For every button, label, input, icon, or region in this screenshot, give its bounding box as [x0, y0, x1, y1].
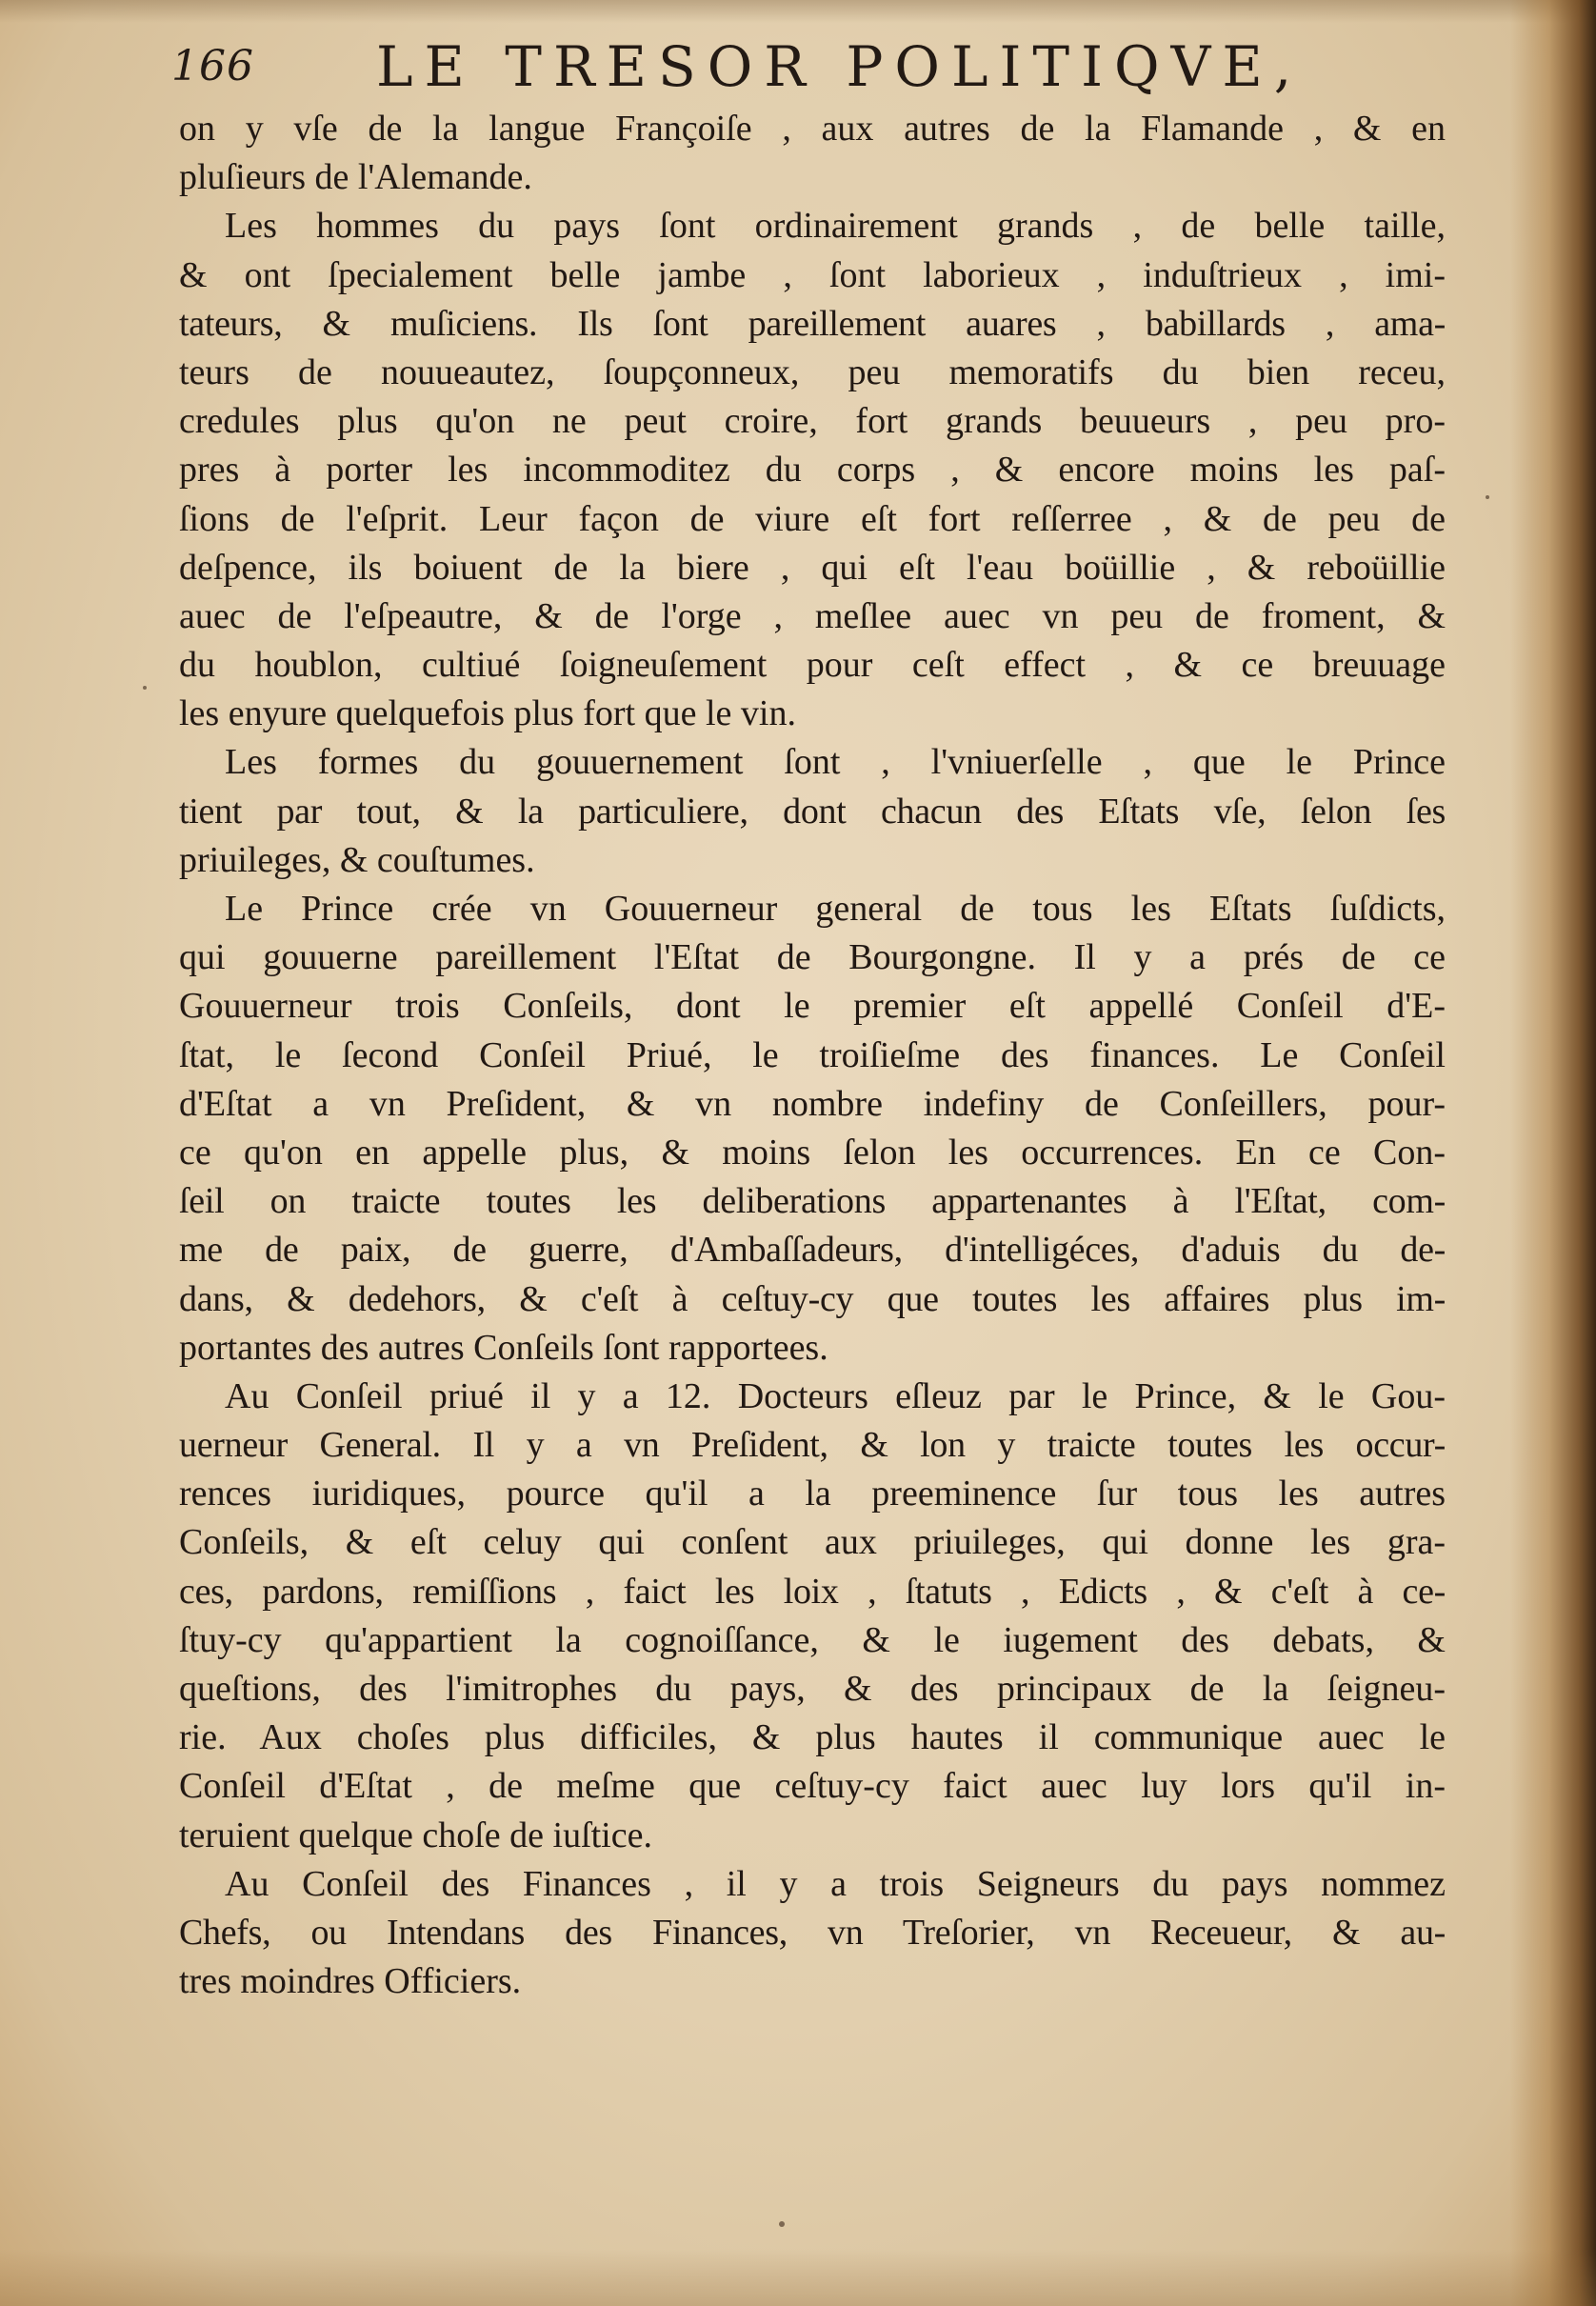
text-line: portantes des autres Conſeils ſont rapportees. [179, 1327, 828, 1368]
running-header [171, 25, 1447, 110]
ink-speck [143, 686, 147, 690]
text-line: d'Eſtat a vn Preſident, & vn nombre indefiny de Conſeillers, pour- [179, 1083, 1446, 1124]
text-line: uerneur General. Il y a vn Preſident, & lon y traicte toutes les occur- [179, 1425, 1446, 1466]
text-line: Conſeils, & eſt celuy qui conſent aux priuileges, qui donne les gra- [179, 1522, 1446, 1563]
text-line: Au Conſeil des Finances , il y a trois Seigneurs du pays nommez [225, 1863, 1446, 1904]
page-top-edge [0, 0, 1596, 23]
text-line: ſions de l'eſprit. Leur façon de viure eſt fort reſſerree , & de peu de [179, 498, 1446, 539]
text-line: tateurs, & muſiciens. Ils ſont pareillement auares , babillards , ama- [179, 303, 1446, 344]
text-line: les enyure quelquefois plus fort que le vin. [179, 693, 796, 734]
text-line: dans, & dedehors, & c'eſt à ceſtuy-cy que toutes les affaires plus im- [179, 1278, 1446, 1319]
text-line: auec de l'eſpeautre, & de l'orge , meſlee auec vn peu de froment, & [179, 595, 1446, 636]
text-line: Au Conſeil priué il y a 12. Docteurs eſleuz par le Prince, & le Gou- [225, 1375, 1446, 1416]
text-line: tres moindres Officiers. [179, 1961, 522, 2002]
text-line: me de paix, de guerre, d'Ambaſſadeurs, d'intelligéces, d'aduis du de- [179, 1230, 1446, 1271]
page-bottom-edge [0, 2249, 1596, 2306]
text-line: Gouuerneur trois Conſeils, dont le premier eſt appellé Conſeil d'E- [179, 986, 1446, 1027]
text-line: ces, pardons, remiſſions , faict les loix , ſtatuts , Edicts , & c'eſt à ce- [179, 1571, 1446, 1612]
page-number: 166 [171, 42, 254, 90]
text-line: Conſeil d'Eſtat , de meſme que ceſtuy-cy faict auec luy lors qu'il in- [179, 1766, 1446, 1807]
text-line: credules plus qu'on ne peut croire, fort grands beuueurs , peu pro- [179, 401, 1446, 442]
text-line: Les formes du gouuernement ſont , l'vniuerſelle , que le Prince [225, 742, 1446, 783]
text-line: ſtuy-cy qu'appartient la cognoiſſance, & le iugement des debats, & [179, 1619, 1446, 1660]
text-line: pres à porter les incommoditez du corps , & encore moins les paſ- [179, 450, 1446, 491]
text-line: queſtions, des l'imitrophes du pays, & des principaux de la ſeigneu- [179, 1669, 1446, 1709]
text-line: priuileges, & couſtumes. [179, 839, 535, 880]
text-line: rences iuridiques, pource qu'il a la preeminence ſur tous les autres [179, 1474, 1446, 1514]
text-line: ſeil on traicte toutes les deliberations appartenantes à l'Eſtat, com- [179, 1181, 1446, 1222]
text-line: teurs de nouueautez, ſoupçonneux, peu memoratifs du bien receu, [179, 351, 1446, 392]
text-line: & ont ſpecialement belle jambe , ſont laborieux , induſtrieux , imi- [179, 254, 1446, 295]
text-line: on y vſe de la langue Françoiſe , aux autres de la Flamande , & en [179, 109, 1446, 149]
page-gutter-shadow [1510, 0, 1596, 2306]
text-line: teruient quelque choſe de iuſtice. [179, 1815, 652, 1855]
text-line: Le Prince crée vn Gouuerneur general de tous les Eſtats ſuſdicts, [225, 889, 1446, 929]
text-line: Les hommes du pays ſont ordinairement grands , de belle taille, [225, 206, 1446, 247]
text-line: Chefs, ou Intendans des Finances, vn Treſorier, vn Receueur, & au- [179, 1912, 1446, 1953]
text-line: ſtat, le ſecond Conſeil Priué, le troiſieſme des finances. Le Conſeil [179, 1034, 1446, 1075]
text-line: pluſieurs de l'Alemande. [179, 157, 532, 198]
running-title: LE TRESOR POLITIQVE, [376, 34, 1304, 99]
text-line: tient par tout, & la particuliere, dont chacun des Eſtats vſe, ſelon ſes [179, 791, 1446, 832]
text-line: rie. Aux choſes plus difficiles, & plus hautes il communique auec le [179, 1717, 1446, 1758]
ink-speck [1486, 495, 1489, 499]
ink-speck [779, 2221, 785, 2227]
text-line: deſpence, ils boiuent de la biere , qui eſt l'eau boüillie , & reboüillie [179, 547, 1446, 588]
body-text [179, 105, 1446, 2006]
text-line: du houblon, cultiué ſoigneuſement pour ceſt effect , & ce breuuage [179, 645, 1446, 686]
text-line: ce qu'on en appelle plus, & moins ſelon les occurrences. En ce Con- [179, 1132, 1446, 1173]
text-line: qui gouuerne pareillement l'Eſtat de Bourgongne. Il y a prés de ce [179, 937, 1446, 978]
